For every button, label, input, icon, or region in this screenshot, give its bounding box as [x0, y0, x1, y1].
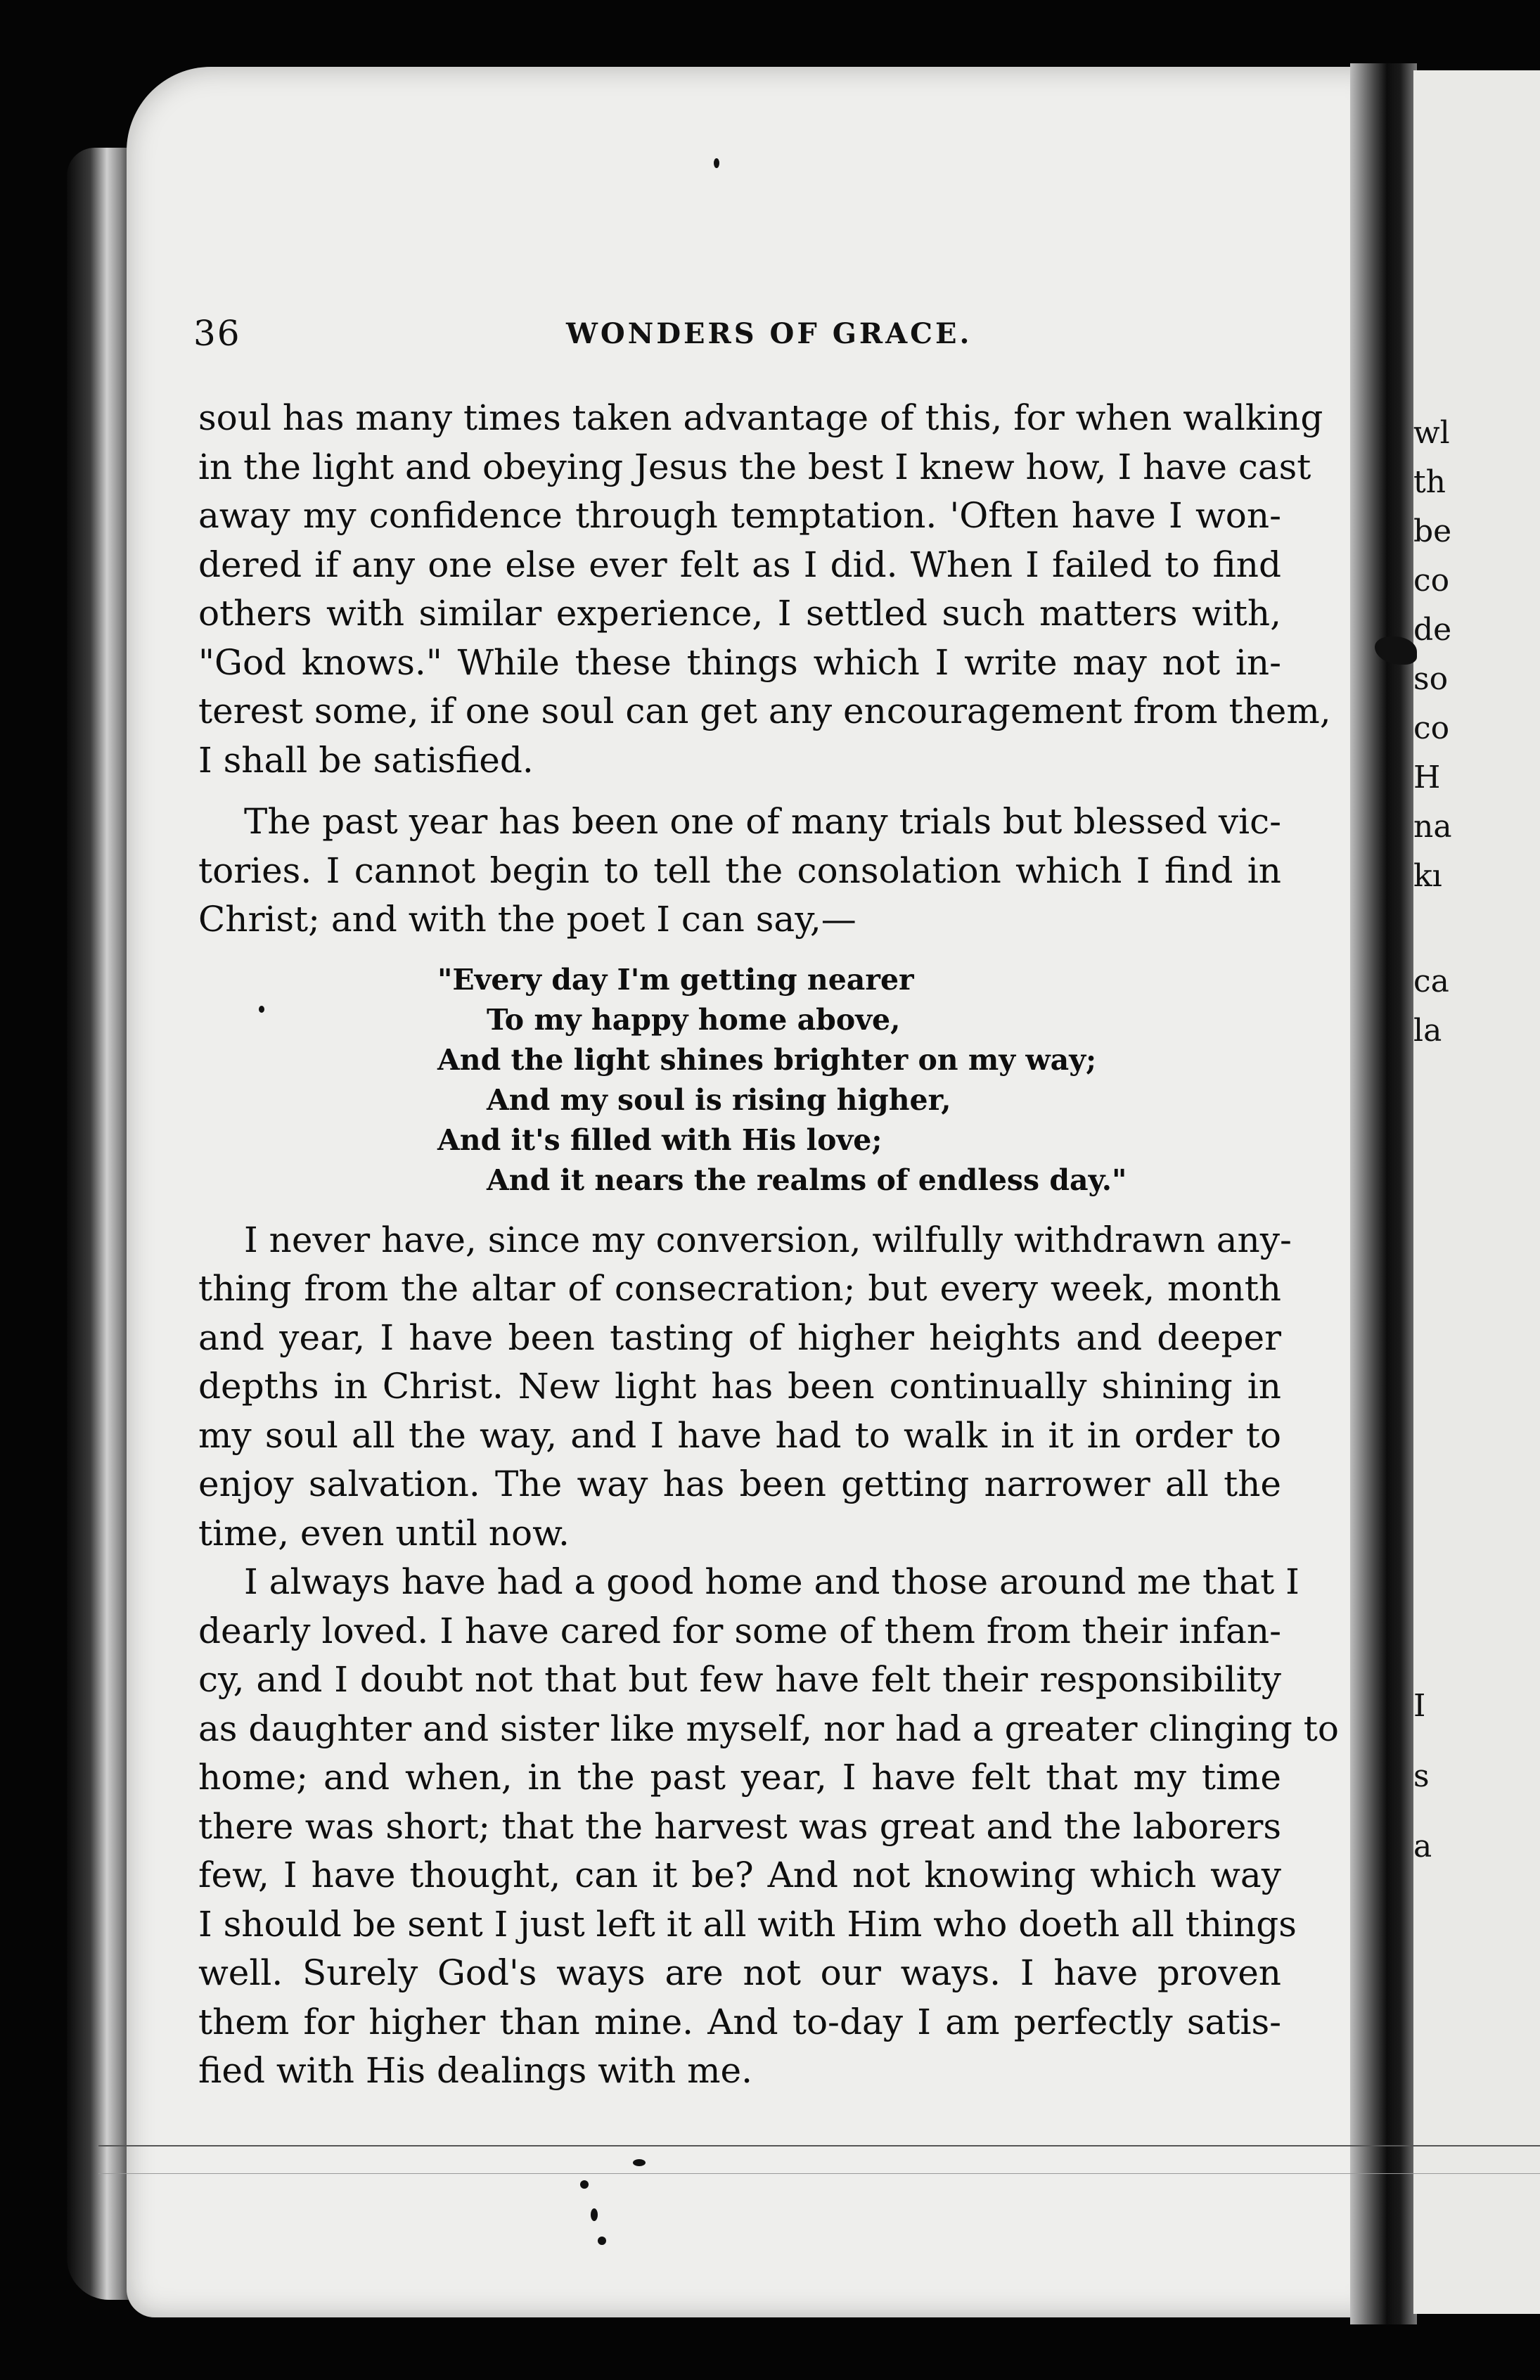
text-line: tories. I cannot begin to tell the consolation which I find in [198, 850, 1281, 891]
text-line: dearly loved. I have cared for some of them from their infan- [198, 1610, 1281, 1651]
facing-page-text: th [1413, 464, 1446, 500]
text-line: my soul all the way, and I have had to walk in it in order to [198, 1414, 1281, 1456]
ink-speck [591, 2208, 598, 2221]
book-binding-edge [67, 148, 134, 2300]
facing-page-text: ca [1413, 964, 1449, 999]
page-header [193, 313, 1276, 355]
poem-line: And it's filled with His love; [437, 1122, 883, 1157]
ink-speck [714, 158, 719, 168]
ink-speck [259, 1006, 264, 1013]
page-body [198, 394, 1339, 2096]
text-line: fied with His dealings with me. [198, 2050, 752, 2091]
page-gutter [1350, 63, 1417, 2324]
facing-page-text: s [1413, 1758, 1430, 1794]
poem-line: And the light shines brighter on my way; [437, 1042, 1097, 1077]
text-line: and year, I have been tasting of higher heights and deeper [198, 1317, 1281, 1358]
facing-page-text: co [1413, 710, 1450, 746]
facing-page-text: wl [1413, 415, 1450, 451]
text-line: I shall be satisfied. [198, 739, 534, 781]
text-line: enjoy salvation. The way has been getting narrower all the [198, 1464, 1281, 1504]
text-line: depths in Christ. New light has been continually shining in [198, 1366, 1281, 1407]
text-line: I always have had a good home and those around me that I [244, 1561, 1300, 1602]
facing-page-text: I [1413, 1688, 1426, 1724]
text-line: time, even until now. [198, 1512, 570, 1554]
text-line: Christ; and with the poet I can say,— [198, 899, 856, 940]
text-line: I should be sent I just left it all with Him who doeth all things [198, 1903, 1297, 1945]
paragraph [198, 1216, 1292, 1559]
poem-line: And my soul is rising higher, [487, 1082, 951, 1117]
facing-page-fragment [1413, 70, 1540, 2314]
text-line: thing from the altar of consecration; but every week, month [198, 1268, 1281, 1309]
facing-page-text: co [1413, 563, 1450, 599]
facing-page-text: na [1413, 809, 1452, 845]
text-line: them for higher than mine. And to-day I am perfectly satis- [198, 2001, 1281, 2042]
facing-page-text: de [1413, 612, 1452, 648]
ink-speck [598, 2237, 606, 2245]
facing-page-text: kı [1413, 858, 1442, 894]
paragraph [198, 394, 1331, 785]
paragraph [198, 798, 1281, 945]
text-line: soul has many times taken advantage of this, for when walking [198, 397, 1323, 438]
page-number: 36 [193, 313, 241, 354]
poem-line: "Every day I'm getting nearer [437, 962, 914, 997]
text-line: few, I have thought, can it be? And not knowing which way [198, 1855, 1281, 1895]
poem-quote [437, 960, 1281, 1201]
poem-line: To my happy home above, [487, 1002, 901, 1037]
facing-page-text: la [1413, 1013, 1442, 1049]
facing-page-text: a [1413, 1829, 1432, 1864]
facing-page-text: H [1413, 760, 1441, 795]
ink-speck [633, 2159, 646, 2166]
text-line: home; and when, in the past year, I have felt that my time [198, 1757, 1281, 1798]
text-line: The past year has been one of many trials but blessed vic- [244, 801, 1281, 842]
text-line: as daughter and sister like myself, nor had a greater clinging to [198, 1708, 1339, 1749]
paragraph [198, 1558, 1339, 2096]
text-line: in the light and obeying Jesus the best I knew how, I have cast [198, 446, 1311, 487]
poem-line: And it nears the realms of endless day." [487, 1163, 1127, 1197]
running-head: WONDERS OF GRACE. [566, 317, 973, 350]
text-line: others with similar experience, I settled such matters with, [198, 593, 1281, 634]
facing-page-text: be [1413, 513, 1452, 549]
text-line: cy, and I doubt not that but few have felt their responsibility [198, 1659, 1281, 1700]
text-line: terest some, if one soul can get any encouragement from them, [198, 691, 1331, 731]
text-line: dered if any one else ever felt as I did. When I failed to find [198, 544, 1281, 585]
text-line: I never have, since my conversion, wilfully withdrawn any- [244, 1219, 1292, 1260]
facing-page-text: so [1413, 661, 1449, 697]
ink-speck [580, 2180, 589, 2189]
text-line: there was short; that the harvest was great and the laborers [198, 1805, 1281, 1847]
scan-rule-line [98, 2145, 1540, 2147]
text-line: well. Surely God's ways are not our ways. I have proven [198, 1952, 1281, 1993]
text-line: "God knows." While these things which I write may not in- [198, 641, 1281, 683]
text-line: away my confidence through temptation. 'Often have I won- [198, 495, 1281, 536]
scan-rule-line [98, 2173, 1540, 2174]
